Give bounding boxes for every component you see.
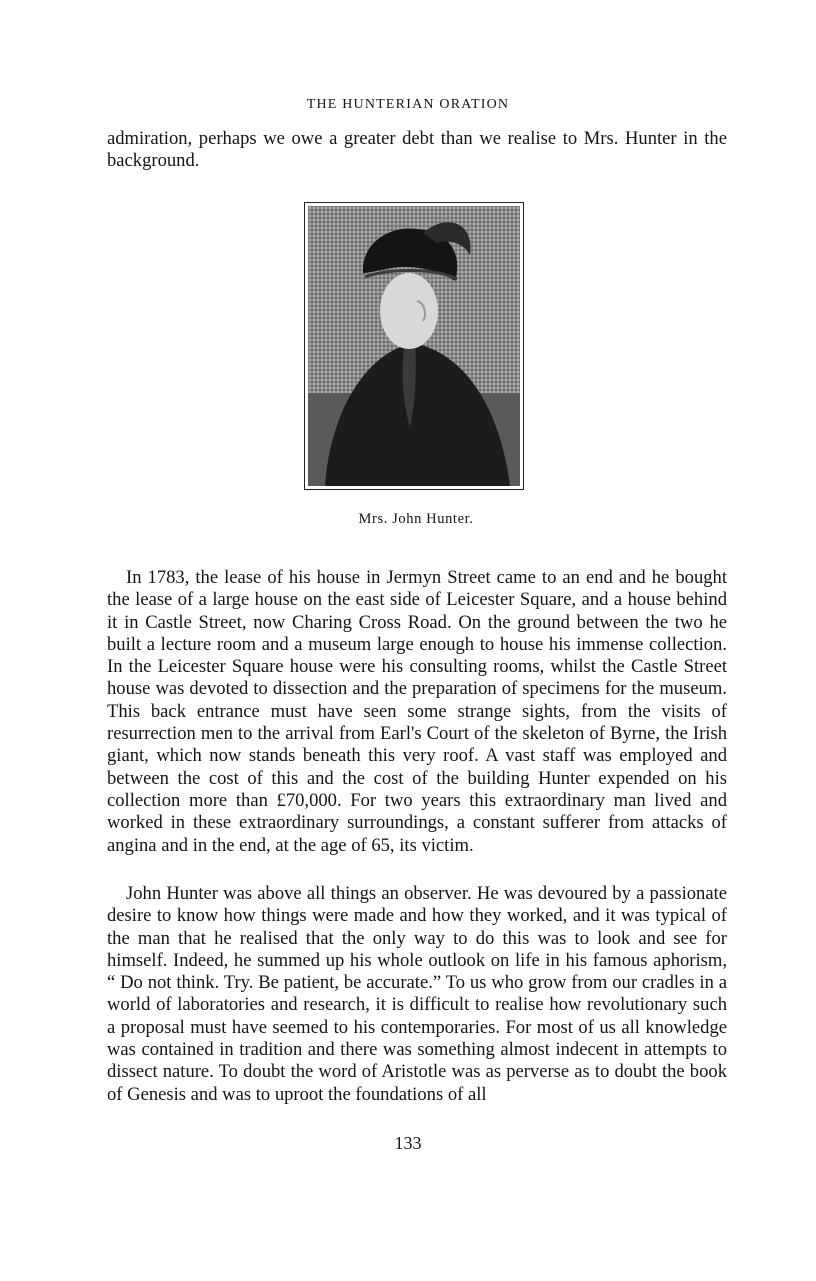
portrait-face: [380, 273, 438, 349]
figure-caption: Mrs. John Hunter.: [358, 511, 474, 527]
running-head: THE HUNTERIAN ORATION: [306, 97, 510, 112]
paragraph-top: admiration, perhaps we owe a greater debt than we realise to Mrs. Hunter in the background.: [107, 128, 727, 172]
paragraph-2: John Hunter was above all things an observer. He was devoured by a passionate desire to know how things were made and how they worked, and it was typical of the man that he realised that the only way to do this was to look and see for himself. Indeed, he summed up his whole outlook on life in his famous aphorism, “ Do not think. Try. Be patient, be accurate.” To us who grow from our cradles in a world of laboratories and research, it is difficult to realise how revolutionary such a proposal must have seemed to his contemporaries. For most of us all knowledge was contained in tradition and there was something almost indecent in attempts to dissect nature. To doubt the word of Aristotle was as perverse as to doubt the book of Genesis and was to uproot the foundations of all: [107, 883, 727, 1105]
portrait-figure: [304, 202, 524, 490]
paragraph-1: In 1783, the lease of his house in Jermyn Street came to an end and he bought the lease of a large house on the east side of Leicester Square, and a house behind it in Castle Street, now Charing Cross Road. On the ground between the two he built a lecture room and a museum large enough to house his immense collection. In the Leicester Square house were his consulting rooms, whilst the Castle Street house was devoted to dissection and the preparation of specimens for the museum. This back entrance must have seen some strange sights, from the visits of resurrection men to the arrival from Earl's Court of the skeleton of Byrne, the Irish giant, which now stands beneath this very roof. A vast staff was employed and between the cost of this and the cost of the building Hunter expended on his collection more than £70,000. For two years this extraordinary man lived and worked in these extraordinary surroundings, a constant sufferer from attacks of angina and in the end, at the age of 65, its victim.: [107, 567, 727, 856]
page-number: 133: [394, 1133, 422, 1153]
portrait-image: [305, 203, 523, 489]
